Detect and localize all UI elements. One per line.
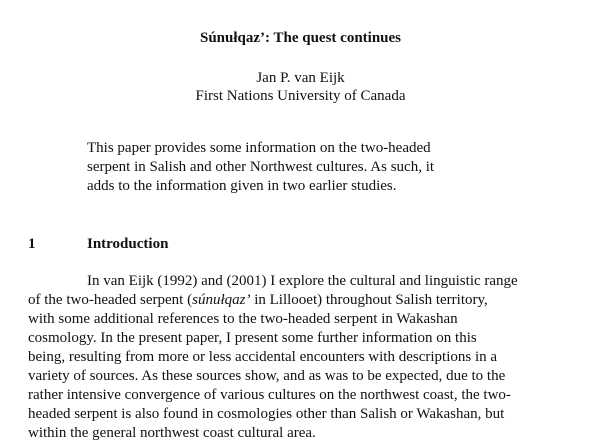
paragraph-text: of the two-headed serpent ( xyxy=(28,292,193,308)
abstract-line: This paper provides some information on the two-headed xyxy=(87,140,431,156)
paragraph-line: In van Eijk (1992) and (2001) I explore the cultural and linguistic range xyxy=(87,273,518,289)
paragraph-line: headed serpent is also found in cosmologies other than Salish or Wakashan, but xyxy=(28,406,505,422)
paragraph-line: within the general northwest coast cultural area. xyxy=(28,425,316,441)
paragraph-line: cosmology. In the present paper, I present some further information on this xyxy=(28,330,477,346)
abstract-line: adds to the information given in two earlier studies. xyxy=(87,178,397,194)
paragraph-line: rather intensive convergence of various cultures on the northwest coast, the two- xyxy=(28,387,511,403)
paragraph-line xyxy=(28,291,588,310)
abstract-line: serpent in Salish and other Northwest cultures. As such, it xyxy=(87,159,435,175)
author-name: Jan P. van Eijk xyxy=(256,70,345,86)
lillooet-term: súnułqaz’ xyxy=(192,292,251,308)
paper-title: Súnułqaz’: The quest continues xyxy=(199,30,402,46)
section-title: Introduction xyxy=(87,236,169,252)
body-paragraph xyxy=(28,272,588,443)
paragraph-line: with some additional references to the two-headed serpent in Wakashan xyxy=(28,311,458,327)
paragraph-line: variety of sources. As these sources show, and as was to be expected, due to the xyxy=(28,368,506,384)
abstract xyxy=(87,139,527,196)
section-number: 1 xyxy=(28,236,36,252)
paragraph-text: in Lillooet) throughout Salish territory, xyxy=(250,292,488,308)
paragraph-line: being, resulting from more or less accidental encounters with descriptions in a xyxy=(28,349,498,365)
author-affiliation: First Nations University of Canada xyxy=(195,88,406,104)
